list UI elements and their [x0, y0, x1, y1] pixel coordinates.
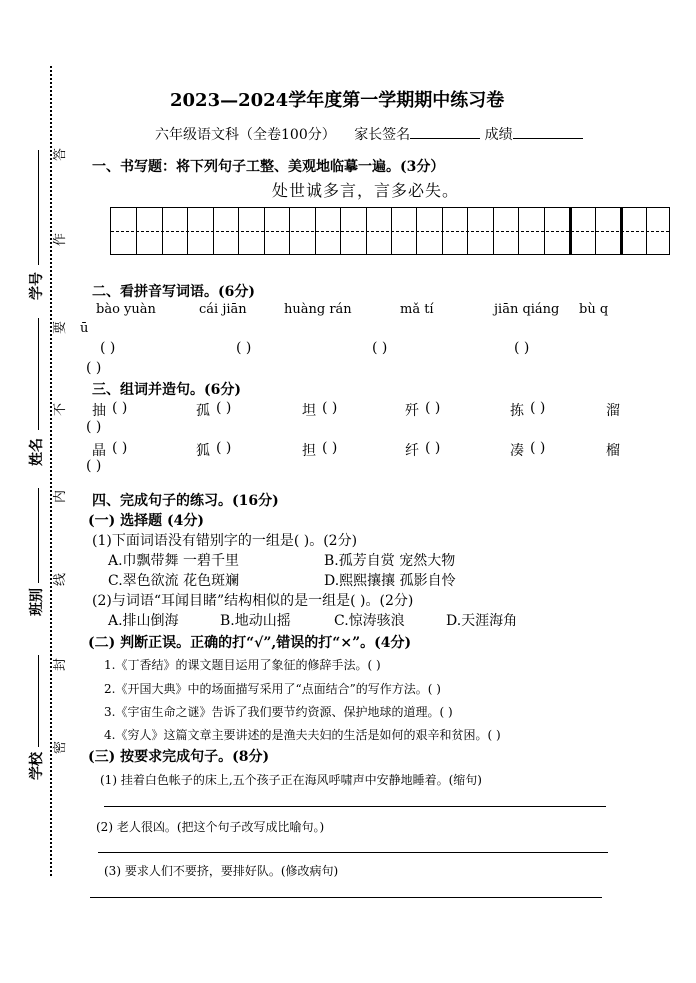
option[interactable]: C.翠色欲流 花色斑斓 — [108, 573, 240, 589]
answer-bracket[interactable]: ( ) — [112, 440, 128, 456]
seal-char: 线 — [53, 572, 69, 587]
section2-heading: 二、看拼音写词语。(6分) — [92, 284, 255, 300]
word-char: 坦 — [302, 403, 316, 419]
writing-grid[interactable] — [110, 207, 670, 255]
grid-cell-divider — [340, 208, 341, 254]
option[interactable]: C.惊涛骇浪 — [334, 613, 405, 629]
pinyin-item: bào yuàn — [96, 302, 156, 317]
class-line — [38, 488, 39, 583]
answer-bracket[interactable]: ( ) — [530, 440, 546, 456]
word-char: 榴 — [606, 443, 620, 459]
seal-char: 答 — [53, 147, 69, 162]
grid-cell-divider — [646, 208, 647, 254]
grid-cell-divider — [493, 208, 494, 254]
answer-bracket[interactable]: ( ) — [216, 400, 232, 416]
grid-midline — [111, 231, 669, 232]
answer-bracket[interactable]: ( ) — [86, 458, 102, 474]
grid-cell-divider — [518, 208, 519, 254]
grid-cell-divider — [416, 208, 417, 254]
grid-cell-divider — [467, 208, 468, 254]
word-char: 抽 — [92, 403, 106, 419]
answer-bracket[interactable]: ( ) — [425, 440, 441, 456]
word-char: 孤 — [196, 403, 210, 419]
grid-cell-divider — [442, 208, 443, 254]
word-char: 溜 — [606, 403, 620, 419]
grid-cell-divider — [264, 208, 265, 254]
seal-char: 要 — [53, 320, 69, 335]
word-char: 歼 — [405, 403, 419, 419]
answer-bracket[interactable]: ( ) — [86, 360, 102, 376]
section4-heading: 四、完成句子的练习。(16分) — [92, 493, 279, 509]
seal-char: 密 — [53, 740, 69, 755]
grid-cell-divider — [620, 208, 623, 254]
school-label: 学校 — [29, 752, 45, 780]
seal-dotted-line — [50, 66, 52, 876]
option[interactable]: A.排山倒海 — [108, 613, 179, 629]
grid-cell-divider — [544, 208, 545, 254]
option[interactable]: D.天涯海角 — [446, 613, 518, 629]
answer-bracket[interactable]: ( ) — [86, 419, 102, 435]
grid-cell-divider — [569, 208, 572, 254]
word-char: 纤 — [405, 443, 419, 459]
answer-line[interactable] — [90, 897, 602, 898]
judge-item: 3.《宇宙生命之谜》告诉了我们要节约资源、保护地球的道理。( ) — [104, 705, 453, 719]
grid-cell-divider — [136, 208, 137, 254]
section3-heading: 三、组词并造句。(6分) — [92, 382, 241, 398]
grid-cell-divider — [366, 208, 367, 254]
question-text: (2)与词语“耳闻目睹”结构相似的是一组是( )。(2分) — [92, 593, 414, 609]
exam-subtitle — [155, 124, 583, 144]
grid-cell-divider — [162, 208, 163, 254]
grid-cell-divider — [187, 208, 188, 254]
option[interactable]: B.孤芳自赏 宠然大物 — [324, 553, 456, 569]
score-label: 成绩 — [484, 127, 513, 143]
section1-heading: 一、书写题：将下列句子工整、美观地临摹一遍。(3分） — [92, 159, 445, 175]
answer-bracket[interactable]: ( ) — [425, 400, 441, 416]
page-title: 2023—2024学年度第一学期期中练习卷 — [170, 90, 505, 111]
part2-heading: (二) 判断正误。正确的打“√”,错误的打“×”。(4分) — [88, 635, 412, 651]
pinyin-item: mǎ tí — [400, 302, 434, 317]
question-text: (1)下面词语没有错别字的一组是( )。(2分) — [92, 533, 358, 549]
judge-item: 4.《穷人》这篇文章主要讲述的是渔夫夫妇的生活是如何的艰辛和贫困。( ) — [104, 728, 501, 742]
grid-cell-divider — [595, 208, 596, 254]
word-char: 担 — [302, 443, 316, 459]
answer-bracket[interactable]: ( ) — [112, 400, 128, 416]
grid-cell-divider — [391, 208, 392, 254]
pinyin-item: huàng rán — [284, 302, 352, 317]
answer-bracket[interactable]: ( ) — [216, 440, 232, 456]
part3-heading: (三) 按要求完成句子。(8分) — [88, 749, 270, 765]
answer-bracket[interactable]: ( ) — [322, 400, 338, 416]
answer-bracket[interactable]: ( ) — [322, 440, 338, 456]
grid-cell-divider — [289, 208, 290, 254]
grid-cell-divider — [238, 208, 239, 254]
copy-sentence: 处世诚多言，言多必失。 — [272, 181, 460, 200]
grid-cell-divider — [213, 208, 214, 254]
rewrite-item: (2) 老人很凶。(把这个句子改写成比喻句。) — [96, 820, 325, 834]
judge-item: 2.《开国大典》中的场面描写采用了“点面结合”的写作方法。( ) — [104, 682, 441, 696]
judge-item: 1.《丁香结》的课文题目运用了象征的修辞手法。( ) — [104, 658, 381, 672]
rewrite-item: (3) 要求人们不要挤，要排好队。(修改病句) — [104, 864, 339, 878]
parent-sign-field[interactable] — [410, 138, 480, 139]
grid-cell-divider — [315, 208, 316, 254]
seal-char: 不 — [53, 402, 69, 417]
pinyin-item: bù q — [579, 302, 609, 317]
option[interactable]: A.巾飘带舞 一碧千里 — [108, 553, 240, 569]
answer-bracket[interactable]: ( ) — [236, 340, 252, 356]
student-name-label: 姓名 — [29, 438, 45, 466]
student-name-line — [38, 318, 39, 430]
option[interactable]: B.地动山摇 — [220, 613, 291, 629]
word-char: 晶 — [92, 443, 106, 459]
seal-char: 封 — [53, 657, 69, 672]
student-id-label: 学号 — [29, 272, 45, 300]
answer-bracket[interactable]: ( ) — [100, 340, 116, 356]
answer-bracket[interactable]: ( ) — [372, 340, 388, 356]
score-field[interactable] — [513, 138, 583, 139]
answer-bracket[interactable]: ( ) — [514, 340, 530, 356]
part1-heading: (一) 选择题 (4分) — [88, 513, 204, 529]
seal-char: 内 — [53, 489, 69, 504]
school-line — [38, 655, 39, 747]
class-label: 班别 — [29, 588, 45, 616]
word-char: 凑 — [510, 443, 524, 459]
answer-line[interactable] — [104, 806, 606, 807]
pinyin-item: cái jiān — [199, 302, 247, 317]
parent-sign-label: 家长签名 — [354, 127, 411, 143]
answer-line[interactable] — [98, 852, 608, 853]
rewrite-item: (1) 挂着白色帐子的床上,五个孩子正在海风呼啸声中安静地睡着。(缩句) — [100, 773, 482, 787]
pinyin-tail: ū — [80, 321, 89, 336]
word-char: 狐 — [196, 443, 210, 459]
subject-label: 六年级语文科（全卷100分） — [155, 127, 336, 143]
pinyin-item: jiān qiáng — [494, 302, 560, 317]
student-id-line — [38, 150, 39, 265]
answer-bracket[interactable]: ( ) — [530, 400, 546, 416]
word-char: 拣 — [510, 403, 524, 419]
seal-char: 作 — [53, 232, 69, 247]
option[interactable]: D.熙熙攘攘 孤影自怜 — [324, 573, 456, 589]
